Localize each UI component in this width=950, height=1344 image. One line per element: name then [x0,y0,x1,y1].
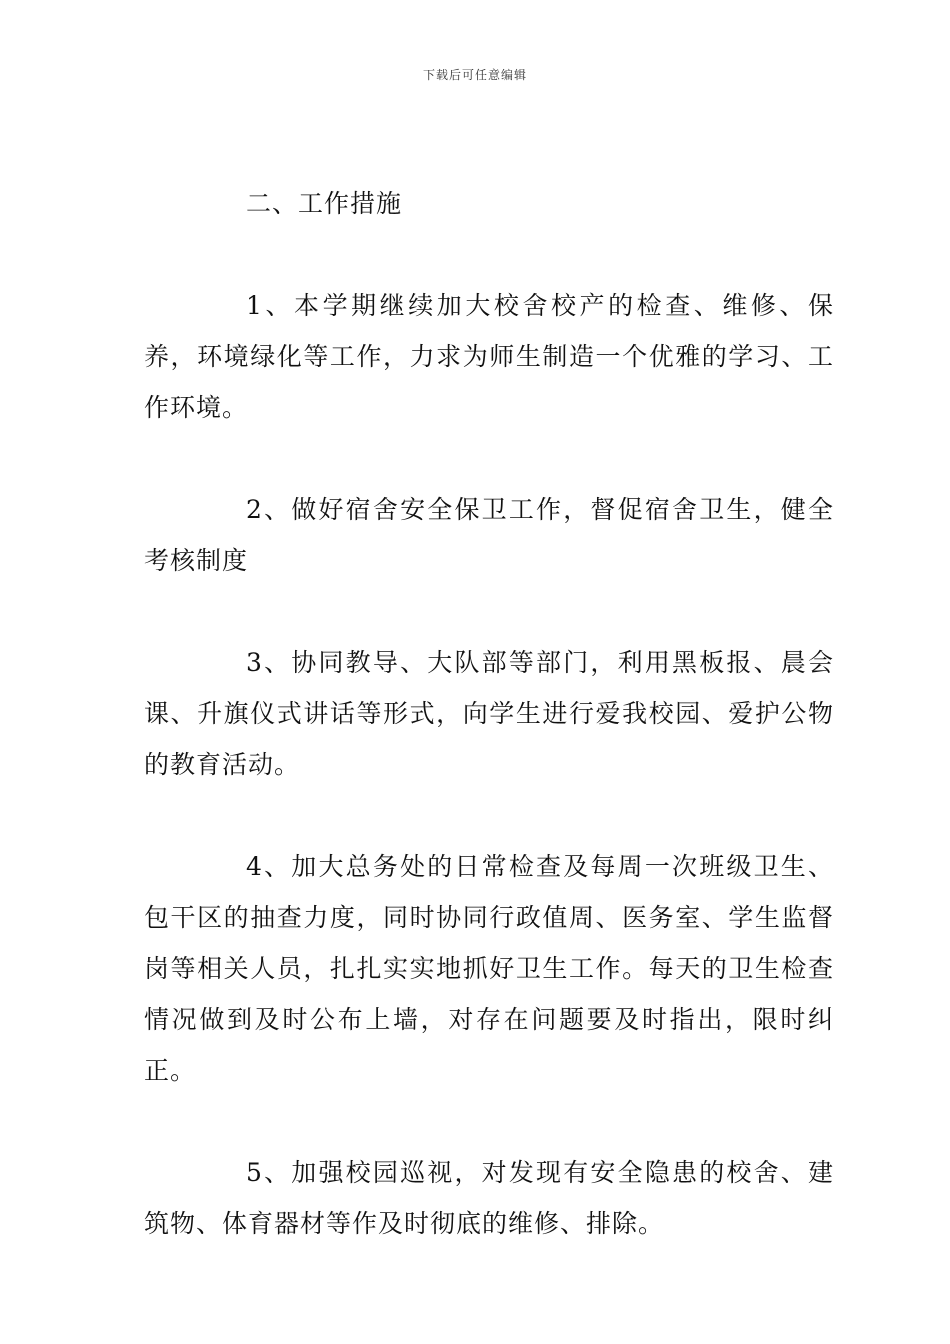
paragraph-measure-1: 1、本学期继续加大校舍校产的检查、维修、保养，环境绿化等工作，力求为师生制造一个优雅的学习、工作环境。 [144,291,834,422]
paragraph-measure-5: 5、加强校园巡视，对发现有安全隐患的校舍、建筑物、体育器材等作及时彻底的维修、排除。 [144,1158,834,1238]
paragraph-measure-2: 2、做好宿舍安全保卫工作，督促宿舍卫生，健全考核制度 [144,495,834,575]
header-note: 下载后可任意编辑 [422,68,527,82]
section-heading: 二、工作措施 [246,189,403,218]
document-body [144,178,834,1249]
paragraph-measure-4: 4、加大总务处的日常检查及每周一次班级卫生、包干区的抽查力度，同时协同行政值周、医务室、学生监督岗等相关人员，扎扎实实地抓好卫生工作。每天的卫生检查情况做到及时公布上墙，对存在问题要及时指出，限时纠正。 [144,852,834,1085]
paragraph-measure-3: 3、协同教导、大队部等部门，利用黑板报、晨会课、升旗仪式讲话等形式，向学生进行爱我校园、爱护公物的教育活动。 [144,648,834,779]
